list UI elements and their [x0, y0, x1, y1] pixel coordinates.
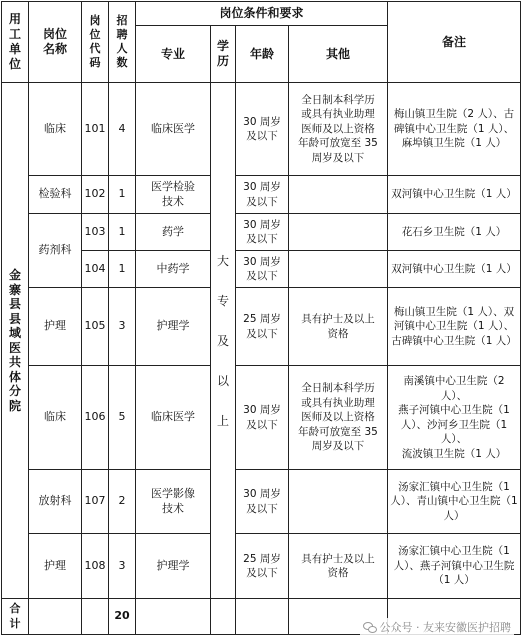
other-requirements: 全日制本科学历 或具有执业助理 医师及以上资格 年龄可放宽至 35 周岁及以下 [289, 83, 388, 176]
post-code: 108 [82, 534, 109, 599]
post-name: 检验科 [29, 176, 82, 214]
major: 医学检验 技术 [136, 176, 211, 214]
post-code: 105 [82, 288, 109, 366]
age: 30 周岁 及以下 [236, 176, 289, 214]
remarks: 梅山镇卫生院（1 人）、双 河镇中心卫生院（1 人）、 古碑镇中心卫生院（1 人） [388, 288, 521, 366]
header-age: 年龄 [236, 26, 289, 83]
headcount: 2 [109, 470, 136, 534]
post-code: 104 [82, 251, 109, 288]
total-empty [236, 599, 289, 635]
post-code: 107 [82, 470, 109, 534]
major: 护理学 [136, 288, 211, 366]
post-name: 护理 [29, 534, 82, 599]
other-requirements [289, 176, 388, 214]
headcount: 3 [109, 534, 136, 599]
wechat-icon [363, 622, 376, 633]
remarks: 汤家汇镇中心卫生院（1 人）、青山镇中心卫生院（1 人） [388, 470, 521, 534]
major: 药学 [136, 214, 211, 251]
header-post-name: 岗位 名称 [29, 2, 82, 83]
headcount: 1 [109, 251, 136, 288]
age: 30 周岁 及以下 [236, 83, 289, 176]
education-shared: 大 专 及 以 上 [211, 83, 236, 599]
headcount: 5 [109, 366, 136, 470]
other-requirements: 具有护士及以上 资格 [289, 288, 388, 366]
remarks: 花石乡卫生院（1 人） [388, 214, 521, 251]
remarks: 双河镇中心卫生院（1 人） [388, 251, 521, 288]
other-requirements [289, 470, 388, 534]
other-requirements: 具有护士及以上 资格 [289, 534, 388, 599]
post-name: 护理 [29, 288, 82, 366]
post-code: 103 [82, 214, 109, 251]
total-empty [136, 599, 211, 635]
major: 医学影像 技术 [136, 470, 211, 534]
headcount: 4 [109, 83, 136, 176]
header-major: 专业 [136, 26, 211, 83]
post-name: 临床 [29, 83, 82, 176]
age: 25 周岁 及以下 [236, 288, 289, 366]
post-name: 药剂科 [29, 214, 82, 288]
major: 护理学 [136, 534, 211, 599]
post-code: 106 [82, 366, 109, 470]
header-remarks: 备注 [388, 2, 521, 83]
header-other: 其他 [289, 26, 388, 83]
headcount: 3 [109, 288, 136, 366]
age: 30 周岁 及以下 [236, 214, 289, 251]
remarks: 梅山镇卫生院（2 人）、古 碑镇中心卫生院（1 人）、 麻埠镇卫生院（1 人） [388, 83, 521, 176]
header-employer: 用 工 单 位 [2, 2, 29, 83]
other-requirements: 全日制本科学历 或具有执业助理 医师及以上资格 年龄可放宽至 35 周岁及以下 [289, 366, 388, 470]
age: 30 周岁 及以下 [236, 251, 289, 288]
remarks: 双河镇中心卫生院（1 人） [388, 176, 521, 214]
other-requirements [289, 214, 388, 251]
age: 30 周岁 及以下 [236, 366, 289, 470]
post-name: 放射科 [29, 470, 82, 534]
major: 中药学 [136, 251, 211, 288]
header-post-code: 岗 位 代 码 [82, 2, 109, 83]
header-requirements: 岗位条件和要求 [136, 2, 388, 26]
watermark [360, 618, 515, 636]
recruitment-table [1, 1, 521, 635]
remarks: 南溪镇中心卫生院（2 人）、 燕子河镇中心卫生院（1 人）、沙河乡卫生院（1 人）、 流波镇卫生院（1 人） [388, 366, 521, 470]
total-empty [82, 599, 109, 635]
employer-name: 金 寨 县 县 域 医 共 体 分 院 [2, 83, 29, 599]
other-requirements [289, 251, 388, 288]
age: 25 周岁 及以下 [236, 534, 289, 599]
major: 临床医学 [136, 83, 211, 176]
post-code: 102 [82, 176, 109, 214]
headcount: 1 [109, 214, 136, 251]
major: 临床医学 [136, 366, 211, 470]
header-education: 学 历 [211, 26, 236, 83]
post-code: 101 [82, 83, 109, 176]
total-label: 合 计 [2, 599, 29, 635]
post-name: 临床 [29, 366, 82, 470]
age: 30 周岁 及以下 [236, 470, 289, 534]
remarks: 汤家汇镇中心卫生院（1 人）、燕子河镇中心卫生院 （1 人） [388, 534, 521, 599]
total-empty [29, 599, 82, 635]
watermark-text: 公众号 · 友来安徽医护招聘 [379, 621, 511, 634]
total-count: 20 [109, 599, 136, 635]
headcount: 1 [109, 176, 136, 214]
header-headcount: 招 聘 人 数 [109, 2, 136, 83]
total-empty [211, 599, 236, 635]
